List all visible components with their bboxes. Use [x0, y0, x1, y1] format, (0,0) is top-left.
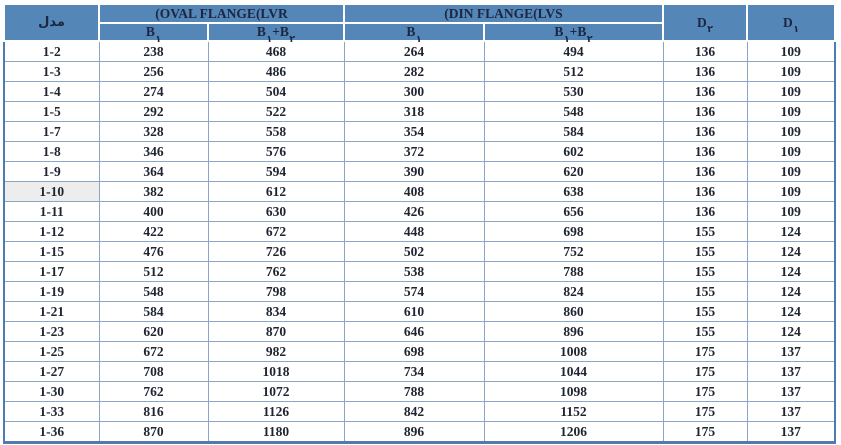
oval-b1-subscript: ۱	[155, 33, 162, 45]
cell-din-b1b2: 896	[484, 322, 663, 342]
cell-d1: 137	[747, 362, 835, 382]
cell-din-b1b2: 788	[484, 262, 663, 282]
table-row	[4, 402, 835, 422]
cell-din-b1b2: 1098	[484, 382, 663, 402]
cell-model: 1-10	[4, 182, 99, 202]
cell-din-b1: 448	[344, 222, 484, 242]
din-b1b2-base2: B	[577, 24, 587, 39]
cell-d1: 124	[747, 242, 835, 262]
cell-model: 1-17	[4, 262, 99, 282]
cell-din-b1: 646	[344, 322, 484, 342]
cell-oval-b1b2: 468	[208, 41, 344, 62]
cell-oval-b1: 816	[99, 402, 208, 422]
cell-din-b1b2: 656	[484, 202, 663, 222]
cell-oval-b1b2: 672	[208, 222, 344, 242]
cell-oval-b1b2: 762	[208, 262, 344, 282]
table-row	[4, 62, 835, 82]
cell-oval-b1b2: 558	[208, 122, 344, 142]
cell-model: 1-21	[4, 302, 99, 322]
cell-oval-b1: 548	[99, 282, 208, 302]
cell-din-b1: 734	[344, 362, 484, 382]
cell-d2: 175	[663, 402, 747, 422]
col-header-oval-flange: (OVAL FLANGE(LVR	[99, 4, 344, 23]
cell-din-b1: 408	[344, 182, 484, 202]
d2-label-subscript: ۲	[707, 24, 714, 36]
cell-din-b1b2: 1008	[484, 342, 663, 362]
din-b1b2-sub2: ۲	[586, 33, 593, 45]
table-row	[4, 362, 835, 382]
cell-din-b1b2: 1206	[484, 422, 663, 443]
cell-din-b1b2: 1044	[484, 362, 663, 382]
cell-oval-b1b2: 486	[208, 62, 344, 82]
cell-d1: 109	[747, 102, 835, 122]
cell-d2: 155	[663, 322, 747, 342]
col-header-oval-b1-plus-b2	[208, 23, 344, 45]
table-row	[4, 422, 835, 443]
cell-din-b1b2: 512	[484, 62, 663, 82]
cell-oval-b1b2: 870	[208, 322, 344, 342]
cell-oval-b1: 422	[99, 222, 208, 242]
cell-d1: 109	[747, 62, 835, 82]
cell-d2: 155	[663, 302, 747, 322]
cell-din-b1: 788	[344, 382, 484, 402]
cell-model: 1-36	[4, 422, 99, 443]
table-row	[4, 222, 835, 242]
cell-din-b1b2: 638	[484, 182, 663, 202]
cell-d1: 109	[747, 82, 835, 102]
cell-d2: 155	[663, 242, 747, 262]
cell-d1: 109	[747, 202, 835, 222]
cell-model: 1-15	[4, 242, 99, 262]
cell-d1: 124	[747, 262, 835, 282]
din-b1-base: B	[406, 24, 416, 39]
cell-din-b1: 842	[344, 402, 484, 422]
cell-din-b1: 538	[344, 262, 484, 282]
cell-oval-b1b2: 1072	[208, 382, 344, 402]
oval-b1b2-base2: B	[279, 24, 290, 39]
cell-d2: 155	[663, 262, 747, 282]
cell-din-b1: 502	[344, 242, 484, 262]
cell-d2: 136	[663, 82, 747, 102]
cell-oval-b1b2: 1018	[208, 362, 344, 382]
cell-din-b1: 610	[344, 302, 484, 322]
table-row	[4, 262, 835, 282]
cell-d2: 136	[663, 202, 747, 222]
cell-oval-b1: 762	[99, 382, 208, 402]
cell-oval-b1: 512	[99, 262, 208, 282]
cell-model: 1-4	[4, 82, 99, 102]
table-body	[4, 41, 835, 443]
col-header-din-flange: (DIN FLANGE(LVS	[344, 4, 663, 23]
cell-d1: 109	[747, 41, 835, 62]
oval-b1b2-plus: +	[272, 24, 280, 39]
cell-d1: 109	[747, 182, 835, 202]
cell-d1: 124	[747, 282, 835, 302]
cell-model: 1-7	[4, 122, 99, 142]
col-header-din-b1	[344, 23, 484, 45]
oval-b1b2-base1: B	[256, 24, 267, 39]
cell-d2: 136	[663, 122, 747, 142]
cell-model: 1-23	[4, 322, 99, 342]
table-row	[4, 242, 835, 262]
din-b1b2-base1: B	[554, 24, 564, 39]
cell-din-b1: 390	[344, 162, 484, 182]
cell-d1: 137	[747, 402, 835, 422]
cell-model: 1-12	[4, 222, 99, 242]
oval-b1-base: B	[145, 24, 156, 39]
table-row	[4, 282, 835, 302]
flange-dimensions-table-wrap	[3, 3, 834, 444]
cell-din-b1: 426	[344, 202, 484, 222]
cell-din-b1b2: 548	[484, 102, 663, 122]
cell-oval-b1b2: 576	[208, 142, 344, 162]
cell-oval-b1: 870	[99, 422, 208, 443]
col-header-d1	[747, 4, 835, 41]
table-header	[4, 4, 835, 45]
cell-oval-b1b2: 726	[208, 242, 344, 262]
cell-oval-b1: 708	[99, 362, 208, 382]
cell-model: 1-2	[4, 41, 99, 62]
oval-b1b2-sub2: ۲	[289, 33, 296, 45]
cell-oval-b1b2: 594	[208, 162, 344, 182]
cell-oval-b1b2: 1180	[208, 422, 344, 443]
cell-oval-b1: 584	[99, 302, 208, 322]
table-row	[4, 122, 835, 142]
cell-model: 1-11	[4, 202, 99, 222]
cell-d2: 136	[663, 62, 747, 82]
cell-d1: 124	[747, 302, 835, 322]
cell-model: 1-25	[4, 342, 99, 362]
cell-d1: 124	[747, 322, 835, 342]
cell-oval-b1b2: 798	[208, 282, 344, 302]
table-row	[4, 342, 835, 362]
cell-din-b1: 896	[344, 422, 484, 443]
cell-oval-b1: 620	[99, 322, 208, 342]
cell-d2: 136	[663, 102, 747, 122]
cell-d2: 155	[663, 282, 747, 302]
cell-d2: 155	[663, 222, 747, 242]
table-row	[4, 202, 835, 222]
cell-oval-b1: 476	[99, 242, 208, 262]
cell-model: 1-30	[4, 382, 99, 402]
cell-d2: 175	[663, 342, 747, 362]
cell-din-b1b2: 752	[484, 242, 663, 262]
cell-model: 1-5	[4, 102, 99, 122]
cell-oval-b1b2: 630	[208, 202, 344, 222]
col-header-din-b1-plus-b2	[484, 23, 663, 45]
cell-model: 1-33	[4, 402, 99, 422]
cell-oval-b1b2: 1126	[208, 402, 344, 422]
cell-oval-b1b2: 982	[208, 342, 344, 362]
cell-oval-b1: 256	[99, 62, 208, 82]
cell-d2: 136	[663, 142, 747, 162]
cell-din-b1: 282	[344, 62, 484, 82]
cell-model: 1-27	[4, 362, 99, 382]
cell-din-b1b2: 860	[484, 302, 663, 322]
col-header-d2	[663, 4, 747, 41]
cell-d2: 136	[663, 162, 747, 182]
col-header-model: مدل	[4, 4, 99, 41]
table-row	[4, 142, 835, 162]
cell-d2: 136	[663, 41, 747, 62]
cell-din-b1b2: 584	[484, 122, 663, 142]
table-row	[4, 322, 835, 342]
cell-d1: 124	[747, 222, 835, 242]
din-b1-subscript: ۱	[415, 33, 422, 45]
table-row	[4, 102, 835, 122]
cell-d2: 136	[663, 182, 747, 202]
cell-din-b1b2: 494	[484, 41, 663, 62]
cell-d2: 175	[663, 362, 747, 382]
cell-din-b1: 574	[344, 282, 484, 302]
col-header-oval-b1	[99, 23, 208, 45]
cell-oval-b1: 346	[99, 142, 208, 162]
cell-din-b1: 372	[344, 142, 484, 162]
cell-din-b1: 318	[344, 102, 484, 122]
cell-d1: 109	[747, 122, 835, 142]
cell-din-b1b2: 698	[484, 222, 663, 242]
din-b1b2-sub1: ۱	[563, 33, 570, 45]
cell-oval-b1: 382	[99, 182, 208, 202]
cell-oval-b1: 672	[99, 342, 208, 362]
oval-b1b2-sub1: ۱	[266, 33, 273, 45]
table-row	[4, 382, 835, 402]
cell-oval-b1b2: 522	[208, 102, 344, 122]
cell-din-b1: 698	[344, 342, 484, 362]
cell-din-b1: 300	[344, 82, 484, 102]
cell-din-b1: 354	[344, 122, 484, 142]
cell-d1: 137	[747, 382, 835, 402]
header-row-groups	[4, 4, 835, 23]
cell-d2: 175	[663, 422, 747, 443]
cell-oval-b1b2: 834	[208, 302, 344, 322]
cell-din-b1b2: 824	[484, 282, 663, 302]
cell-oval-b1: 274	[99, 82, 208, 102]
cell-d1: 109	[747, 162, 835, 182]
table-row	[4, 82, 835, 102]
cell-din-b1: 264	[344, 41, 484, 62]
table-row	[4, 162, 835, 182]
cell-din-b1b2: 530	[484, 82, 663, 102]
din-b1b2-plus: +	[569, 24, 578, 39]
cell-model: 1-3	[4, 62, 99, 82]
d1-label-subscript: ۱	[793, 24, 800, 36]
cell-oval-b1b2: 504	[208, 82, 344, 102]
cell-model: 1-8	[4, 142, 99, 162]
cell-model: 1-9	[4, 162, 99, 182]
cell-din-b1b2: 620	[484, 162, 663, 182]
cell-oval-b1: 292	[99, 102, 208, 122]
table-row	[4, 302, 835, 322]
d2-label-base: D	[696, 14, 708, 30]
cell-din-b1b2: 1152	[484, 402, 663, 422]
flange-dimensions-table	[3, 3, 836, 444]
cell-oval-b1: 364	[99, 162, 208, 182]
cell-oval-b1b2: 612	[208, 182, 344, 202]
cell-din-b1b2: 602	[484, 142, 663, 162]
cell-oval-b1: 328	[99, 122, 208, 142]
cell-model: 1-19	[4, 282, 99, 302]
cell-oval-b1: 238	[99, 41, 208, 62]
cell-d1: 109	[747, 142, 835, 162]
table-row	[4, 182, 835, 202]
cell-oval-b1: 400	[99, 202, 208, 222]
d1-label-base: D	[782, 14, 794, 30]
cell-d1: 137	[747, 342, 835, 362]
cell-d1: 137	[747, 422, 835, 443]
cell-d2: 175	[663, 382, 747, 402]
